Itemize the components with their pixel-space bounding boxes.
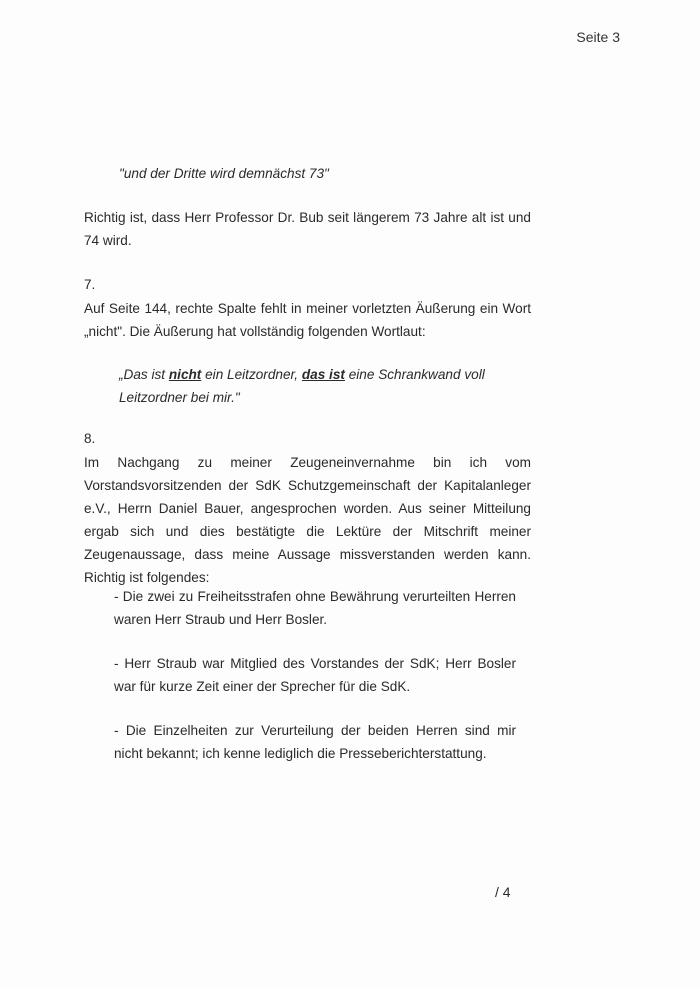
bullet-item: - Herr Straub war Mitglied des Vorstandes der SdK; Herr Bosler war für kurze Zeit einer der Sprecher für die SdK. [114,656,516,694]
quote-leitzordner-emphasis-das-ist: das ist [301,367,345,382]
quote-dritte: "und der Dritte wird demnächst 73" [119,166,329,181]
quote-leitzordner-emphasis-nicht: nicht [168,367,202,382]
quote-leitzordner [119,363,529,409]
paragraph-section-7: Auf Seite 144, rechte Spalte fehlt in meiner vorletzten Äußerung ein Wort „nicht". Die Äußerung hat vollständig folgenden Wortlaut: [84,301,531,339]
bullet-item: - Die zwei zu Freiheitsstrafen ohne Bewährung verurteilten Herren waren Herr Straub und Herr Bosler. [114,589,516,627]
bullet-item: - Die Einzelheiten zur Verurteilung der beiden Herren sind mir nicht bekannt; ich kenne lediglich die Presseberichterstattung. [114,723,516,761]
paragraph-bub-age: Richtig ist, dass Herr Professor Dr. Bub seit längerem 73 Jahre alt ist und 74 wird. [84,210,531,248]
page-footer-reference: / 4 [495,884,511,900]
quote-leitzordner-part3: eine Schrankwand voll Leitzordner bei mir." [119,367,485,405]
quote-leitzordner-part2: ein Leitzordner, [201,367,302,382]
paragraph-section-8: Im Nachgang zu meiner Zeugeneinvernahme bin ich vom Vorstandsvorsitzenden der SdK Schutzgemeinschaft der Kapitalanleger e.V., Herrn Daniel Bauer, angesprochen worden. Aus seiner Mitteilung ergab sich und dies bestätigte die Lektüre der Mitschrift meiner Zeugenaussage, dass meine Aussage missverstanden werden kann. Richtig ist folgendes: [84,455,531,585]
section-number-8: 8. [84,431,96,446]
page-header-label: Seite 3 [576,29,620,45]
quote-leitzordner-part1: „Das ist [119,367,169,382]
section-number-7: 7. [84,277,96,292]
